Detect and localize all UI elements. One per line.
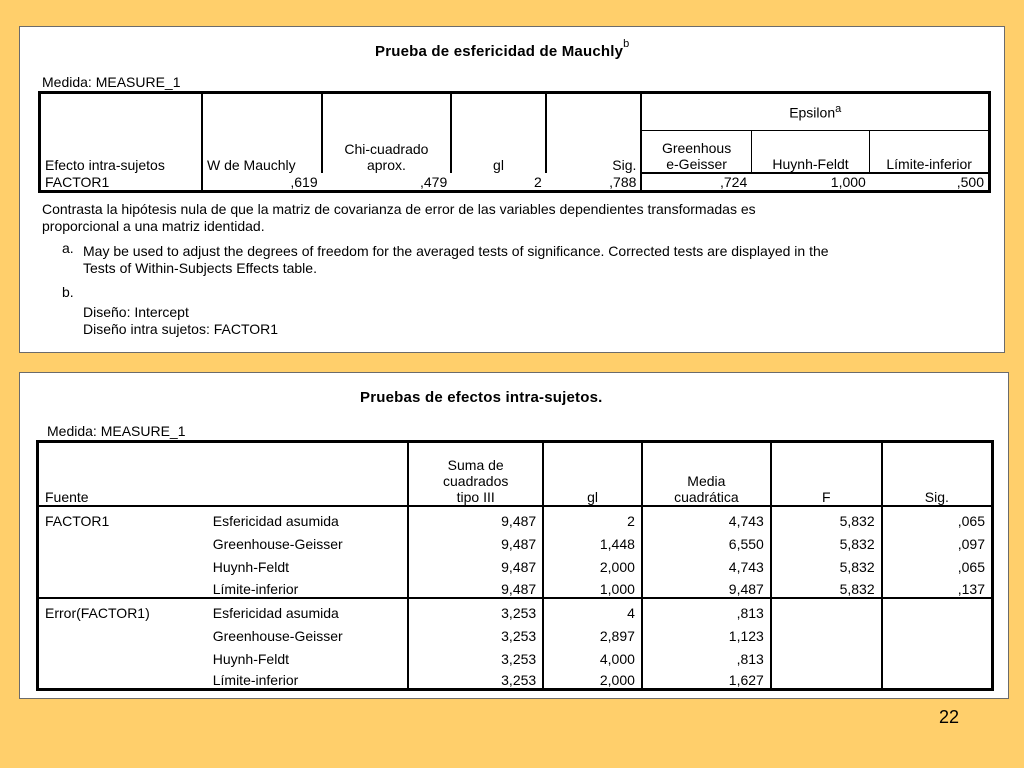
note-b-label: b. [62,284,74,300]
table-row [38,552,993,575]
cell-source [38,552,207,575]
cell-ms: 4,743 [642,506,771,529]
header-huynh-feldt: Huynh-Feldt [751,131,870,173]
cell-ms: 4,743 [642,552,771,575]
row-w: ,619 [202,173,322,192]
table-row [38,575,993,598]
cell-source [38,575,207,598]
cell-source [38,621,207,644]
row-li: ,500 [870,173,990,192]
row-gl: 2 [451,173,546,192]
cell-f: 5,832 [771,529,882,552]
effects-table [36,440,994,691]
cell-source: Error(FACTOR1) [38,598,207,621]
cell-gl: 1,448 [543,529,642,552]
row-chi: ,479 [322,173,452,192]
cell-sig [882,598,993,621]
cell-ms: 1,123 [642,621,771,644]
cell-method: Esfericidad asumida [212,604,339,621]
cell-ss: 3,253 [408,667,543,690]
cell-gl: 4 [543,598,642,621]
cell-method: Greenhouse-Geisser [212,627,343,644]
cell-ms: ,813 [642,598,771,621]
row-effect: FACTOR1 [40,173,202,192]
cell-f [771,621,882,644]
mauchly-note-main: Contrasta la hipótesis nula de que la matriz de covarianza de error de las variables dependientes transformadas es proporcional a una matriz identidad. [42,201,756,234]
cell-gl: 2,000 [543,667,642,690]
row-hf: 1,000 [751,173,870,192]
cell-source [38,529,207,552]
cell-sig: ,065 [882,506,993,529]
cell-ss: 3,253 [408,598,543,621]
cell-sig [882,667,993,690]
row-gg: ,724 [641,173,751,192]
cell-ms: ,813 [642,644,771,667]
table-row [38,598,993,621]
cell-method: Huynh-Feldt [212,558,289,575]
cell-ss: 3,253 [408,644,543,667]
header-epsilon: Epsilon$^a$ [641,93,989,131]
header-effect: Efecto intra-sujetos [40,93,202,173]
cell-f: 5,832 [771,506,882,529]
mauchly-measure: Medida: MEASURE_1 [42,74,181,90]
cell-ms: 9,487 [642,575,771,598]
mauchly-title: Prueba de esfericidad de Mauchly$^b$ [375,38,630,60]
header-gl: gl [451,93,546,173]
effects-panel [19,372,1009,699]
note-a-text: May be used to adjust the degrees of freedom for the averaged tests of significance. Corrected tests are displayed in the Tests of Within-Subjects Effects table. [83,243,829,276]
cell-source [38,667,207,690]
table-row [38,621,993,644]
cell-source [38,644,207,667]
header-fuente: Fuente [38,442,409,506]
note-a-label: a. [62,240,74,256]
header-limite-inferior: Límite-inferior [870,131,990,173]
header-sum-squares: Suma de cuadrados tipo III [408,442,543,506]
cell-ms: 6,550 [642,529,771,552]
cell-ss: 9,487 [408,506,543,529]
cell-gl: 2,897 [543,621,642,644]
table-row [38,506,993,529]
cell-ss: 9,487 [408,575,543,598]
page-number: 22 [939,707,960,727]
cell-gl: 2,000 [543,552,642,575]
header-w: W de Mauchly [202,93,322,173]
note-b-text: Diseño: Intercept Diseño intra sujetos: FACTOR1 [83,304,279,337]
cell-f [771,667,882,690]
table-row [40,173,990,192]
header-chi: Chi-cuadrado aprox. [322,93,452,173]
cell-ss: 9,487 [408,529,543,552]
cell-method: Límite-inferior [207,667,408,690]
cell-sig [882,644,993,667]
cell-sig [882,621,993,644]
cell-method: Esfericidad asumida [212,512,339,529]
header-sig: Sig. [546,93,642,173]
cell-method: Límite-inferior [207,575,408,598]
header-mean-square: Media cuadrática [642,442,771,506]
table-row [38,529,993,552]
header-f: F [771,442,882,506]
table-row [38,667,993,690]
header-greenhouse-geisser: Greenhous e-Geisser [641,131,751,173]
cell-method: Huynh-Feldt [212,650,289,667]
cell-gl: 2 [543,506,642,529]
mauchly-table [38,91,991,193]
header-sig: Sig. [882,442,993,506]
header-gl: gl [543,442,642,506]
cell-f [771,644,882,667]
cell-sig: ,137 [882,575,993,598]
cell-method: Greenhouse-Geisser [212,535,343,552]
mauchly-panel [19,26,1005,353]
effects-title: Pruebas de efectos intra-sujetos. [360,389,603,406]
table-row [38,644,993,667]
cell-ms: 1,627 [642,667,771,690]
cell-gl: 4,000 [543,644,642,667]
row-sig: ,788 [546,173,642,192]
effects-measure: Medida: MEASURE_1 [47,423,186,439]
cell-gl: 1,000 [543,575,642,598]
cell-f: 5,832 [771,552,882,575]
cell-sig: ,065 [882,552,993,575]
cell-sig: ,097 [882,529,993,552]
cell-source: FACTOR1 [38,506,207,529]
cell-f [771,598,882,621]
cell-f: 5,832 [771,575,882,598]
cell-ss: 3,253 [408,621,543,644]
cell-ss: 9,487 [408,552,543,575]
